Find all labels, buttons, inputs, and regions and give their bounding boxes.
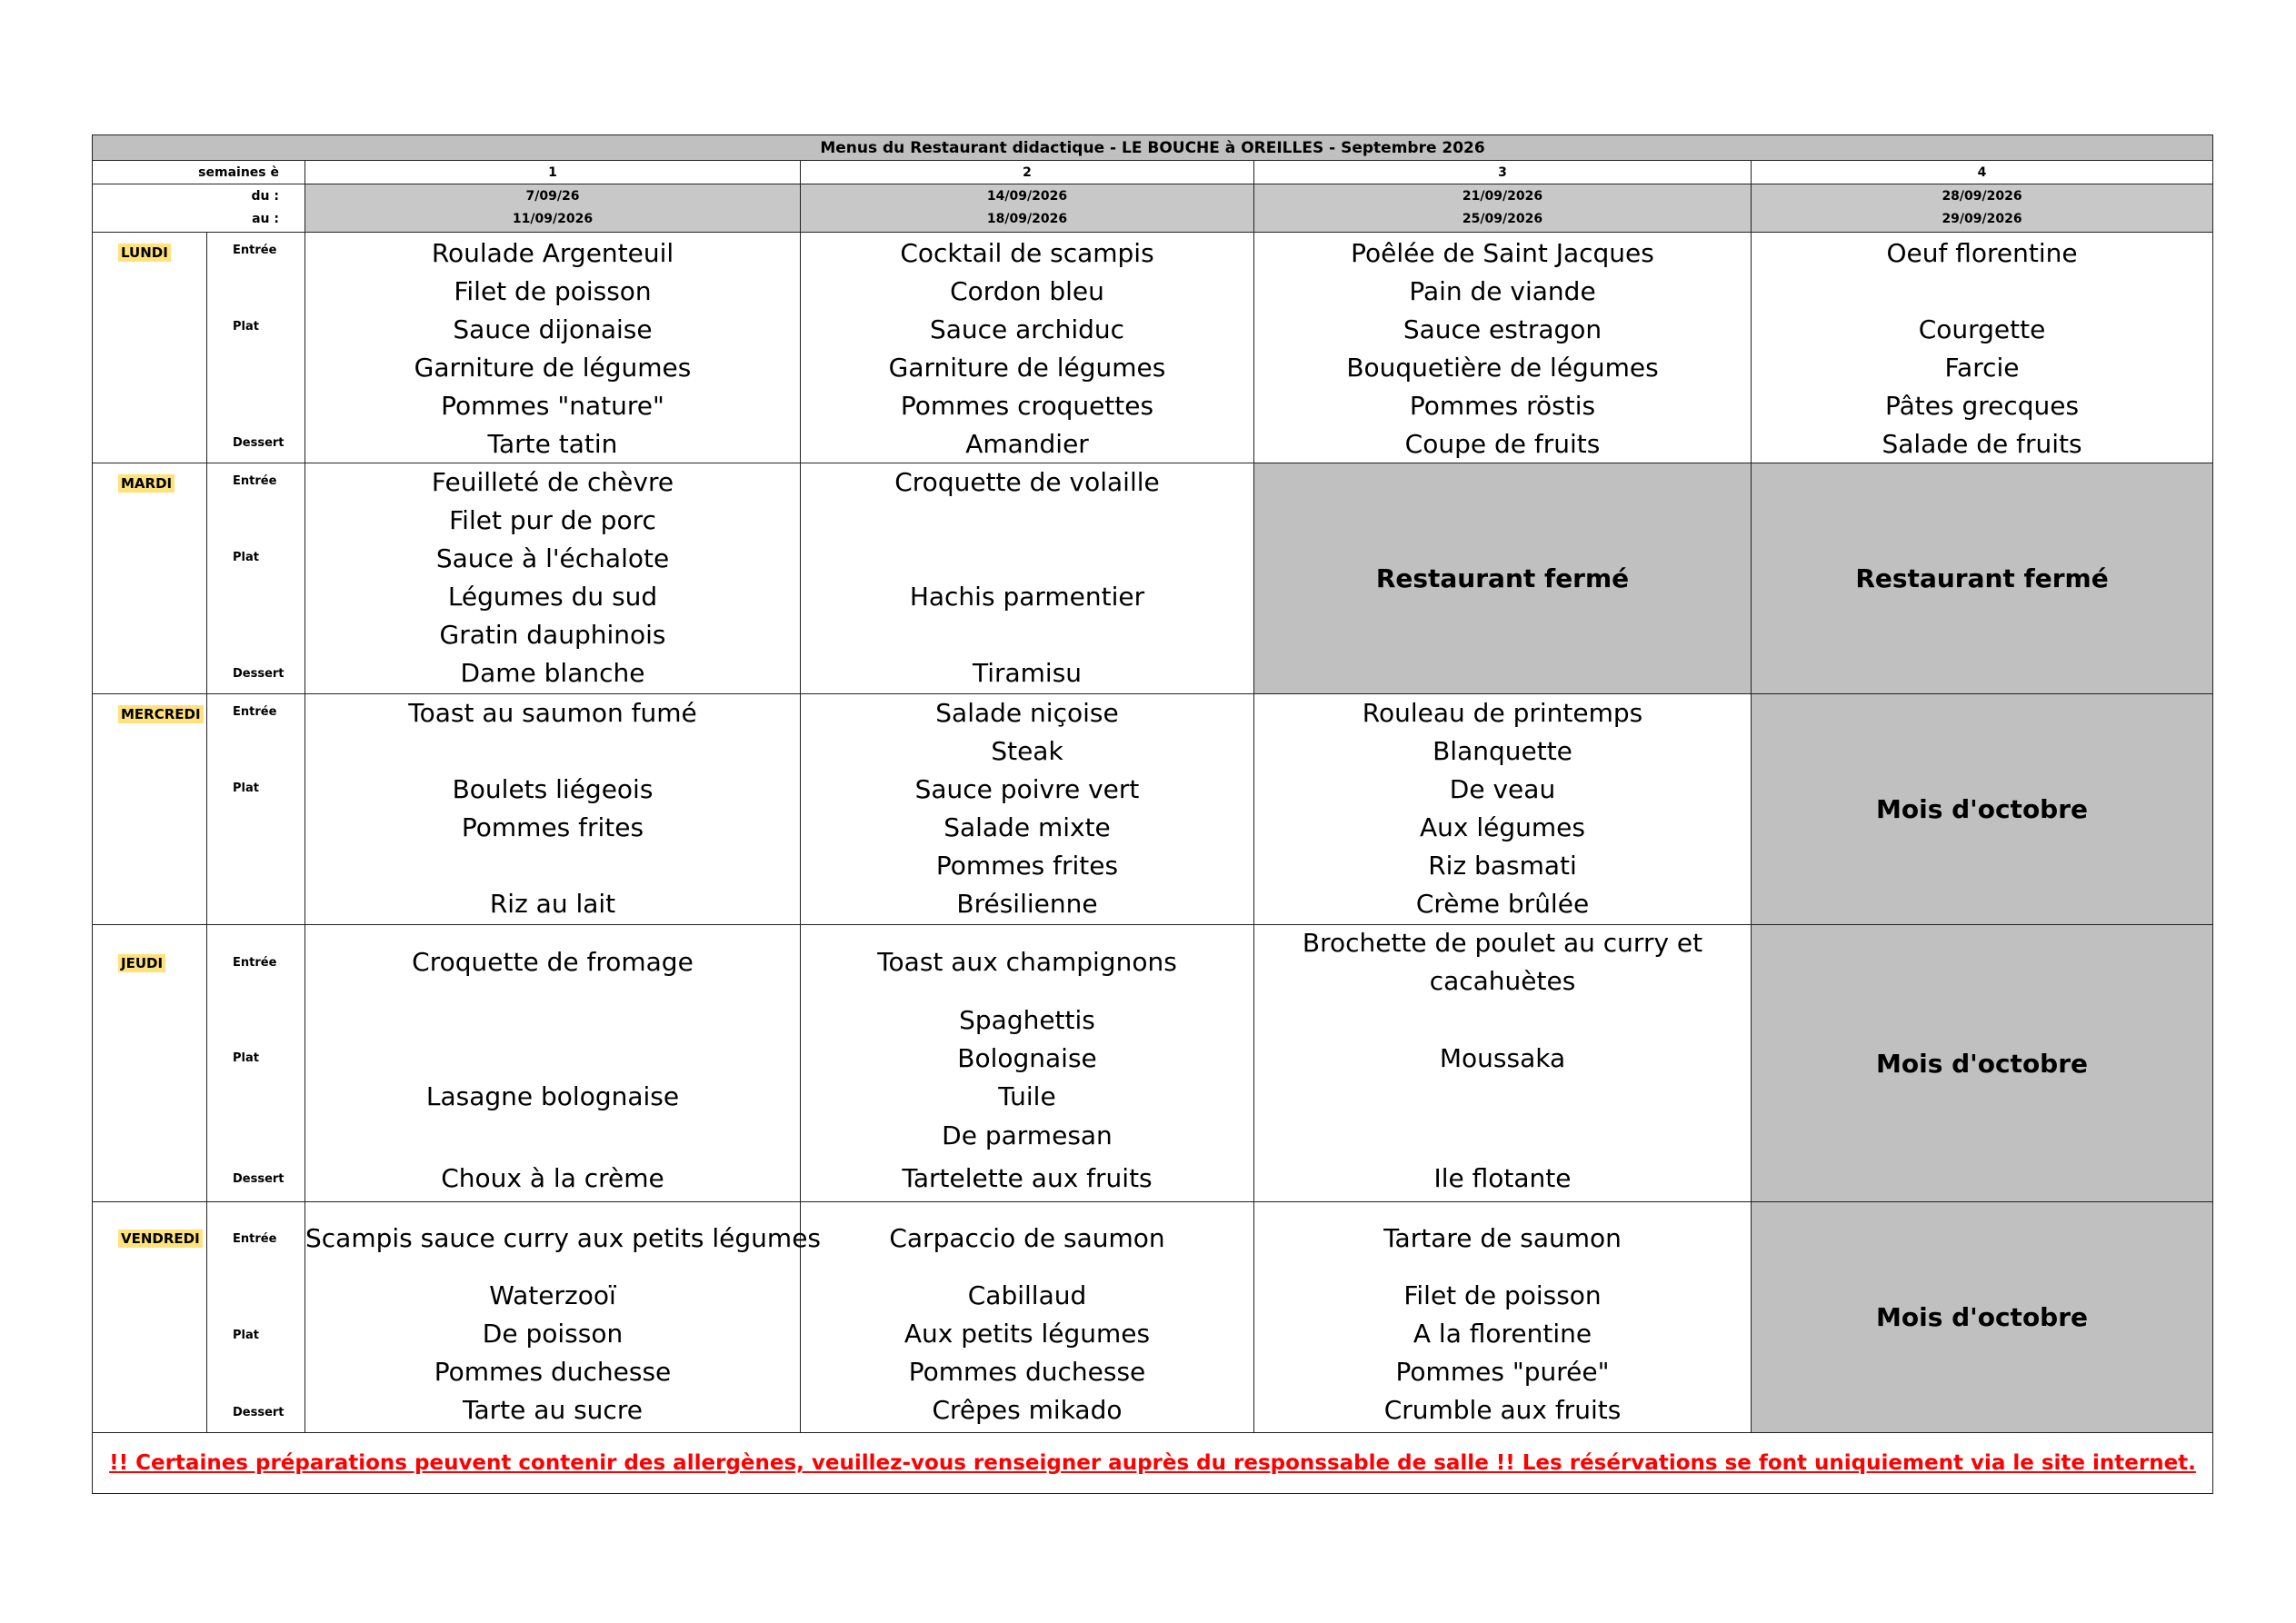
menu-cell — [801, 463, 1254, 694]
allergen-notice — [93, 1433, 2213, 1494]
dish: Crêpes mikado — [932, 1395, 1123, 1425]
dish: Croquette de fromage — [412, 947, 694, 977]
day-row-lundi — [93, 233, 2213, 463]
closed-notice: Mois d'octobre — [1876, 1302, 2089, 1332]
dish: Cordon bleu — [950, 276, 1104, 306]
menu-cell — [305, 694, 801, 925]
dish: Pommes "purée" — [1395, 1357, 1610, 1387]
week-dates — [1752, 184, 2213, 233]
dish: Steak — [991, 736, 1063, 766]
dish: Salade niçoise — [935, 698, 1119, 728]
menu-cell — [1254, 1202, 1752, 1433]
day-row-jeudi — [93, 925, 2213, 1202]
dish: Amandier — [965, 429, 1089, 459]
menu-cell — [1254, 925, 1752, 1202]
dish: Oeuf florentine — [1886, 238, 2078, 268]
dish: Cabillaud — [967, 1280, 1087, 1310]
course-starter: Entrée — [233, 244, 277, 257]
dish: Carpaccio de saumon — [889, 1223, 1165, 1253]
dish: Brésilienne — [956, 889, 1098, 919]
dish: Lasagne bolognaise — [425, 1081, 680, 1111]
day-cell — [93, 694, 207, 925]
dish: Courgette — [1918, 314, 2046, 344]
dish: Sauce à l'échalote — [435, 543, 670, 573]
dish: Bouquetière de légumes — [1346, 353, 1659, 383]
dish: Croquette de volaille — [894, 467, 1160, 497]
dish: De parmesan — [942, 1120, 1113, 1150]
week-number: 3 — [1254, 161, 1752, 184]
menu-cell — [305, 1202, 822, 1433]
dish: Aux petits légumes — [903, 1319, 1151, 1349]
dish: Coupe de fruits — [1404, 429, 1601, 459]
dish: Toast au saumon fumé — [408, 698, 697, 728]
course-starter: Entrée — [233, 705, 277, 719]
menu-cell — [1254, 694, 1752, 925]
dish: De poisson — [482, 1319, 624, 1349]
dish: Salade de fruits — [1882, 429, 2082, 459]
to-label: au : — [252, 212, 279, 226]
allergen-notice-text: !! Certaines préparations peuvent contenir des allergènes, veuillez-vous renseigner auprès du responssable de salle !! Les résérvations se font uniquiement via le site internet. — [109, 1451, 2196, 1475]
course-starter: Entrée — [233, 956, 277, 970]
dish: Toast aux champignons — [877, 947, 1177, 977]
weeks-label: semaines è — [93, 161, 305, 184]
date-to: 29/09/2026 — [1942, 212, 2022, 226]
dish: Pommes duchesse — [434, 1357, 672, 1387]
dish: Ile flotante — [1433, 1163, 1572, 1193]
dish: Poêlée de Saint Jacques — [1351, 238, 1654, 268]
date-from: 14/09/2026 — [986, 189, 1068, 204]
closed-notice: Mois d'octobre — [1876, 794, 2089, 824]
course-dessert: Dessert — [233, 436, 285, 450]
menu-cell — [1254, 233, 1752, 463]
dish: Sauce poivre vert — [914, 774, 1140, 804]
dish: Hachis parmentier — [909, 582, 1145, 612]
dish: Spaghettis — [959, 1005, 1095, 1035]
date-to: 25/09/2026 — [1462, 212, 1543, 226]
from-label: du : — [251, 189, 279, 204]
date-to: 11/09/2026 — [512, 212, 594, 226]
menu-table — [92, 134, 2213, 1494]
dish: Sauce archiduc — [929, 314, 1125, 344]
closed-cell — [1752, 925, 2213, 1202]
dish: Pommes duchesse — [908, 1357, 1146, 1387]
menu-cell — [305, 925, 801, 1202]
course-starter: Entrée — [233, 474, 277, 488]
dish: A la florentine — [1413, 1319, 1592, 1349]
dish: Filet de poisson — [454, 276, 652, 306]
menu-cell — [801, 694, 1254, 925]
day-row-vendredi — [93, 1202, 2213, 1433]
dish: Filet pur de porc — [449, 505, 656, 535]
dish: Pain de viande — [1409, 276, 1596, 306]
course-main: Plat — [233, 1051, 259, 1065]
week-dates — [305, 184, 801, 233]
closed-notice: Mois d'octobre — [1876, 1048, 2089, 1079]
day-name: VENDREDI — [118, 1230, 203, 1248]
day-row-mercredi — [93, 694, 2213, 925]
dish: Pâtes grecques — [1884, 391, 2080, 421]
dish: cacahuètes — [1429, 966, 1576, 996]
dish: Boulets liégeois — [452, 774, 654, 804]
dish: Waterzooï — [489, 1280, 616, 1310]
dish: Scampis sauce curry aux petits légumes — [305, 1223, 822, 1253]
menu-cell — [1752, 233, 2213, 463]
closed-cell — [1752, 694, 2213, 925]
dish: Sauce dijonaise — [453, 314, 653, 344]
week-number: 4 — [1752, 161, 2213, 184]
menu-cell — [801, 1202, 1254, 1433]
day-cell — [93, 1202, 207, 1433]
closed-notice: Restaurant fermé — [1855, 563, 2109, 593]
page-title: Menus du Restaurant didactique - LE BOUCHE à OREILLES - Septembre 2026 — [93, 135, 2213, 161]
course-dessert: Dessert — [233, 667, 285, 681]
menu-cell — [305, 233, 801, 463]
menu-cell — [801, 233, 1254, 463]
dish: Dame blanche — [460, 658, 645, 688]
date-from: 21/09/2026 — [1462, 189, 1543, 204]
day-cell — [93, 463, 207, 694]
course-labels — [207, 233, 305, 463]
dish: Crumble aux fruits — [1383, 1395, 1622, 1425]
dish: Blanquette — [1433, 736, 1572, 766]
closed-cell — [1254, 463, 1752, 694]
dish: Sauce estragon — [1403, 314, 1602, 344]
dish: Filet de poisson — [1403, 1280, 1602, 1310]
closed-notice: Restaurant fermé — [1375, 563, 1630, 593]
dish: Tartelette aux fruits — [902, 1163, 1153, 1193]
dish: Légumes du sud — [447, 582, 658, 612]
day-name: LUNDI — [118, 244, 171, 262]
date-from: 28/09/2026 — [1942, 189, 2022, 204]
course-starter: Entrée — [233, 1232, 277, 1246]
dish: Rouleau de printemps — [1362, 698, 1643, 728]
day-row-mardi — [93, 463, 2213, 694]
dish: Bolognaise — [957, 1043, 1097, 1073]
dish: Aux légumes — [1420, 812, 1585, 842]
week-number: 1 — [305, 161, 801, 184]
course-dessert: Dessert — [233, 1172, 285, 1186]
course-labels — [207, 1202, 305, 1433]
course-labels — [207, 463, 305, 694]
dish: Moussaka — [1439, 1043, 1566, 1073]
dish: Tuile — [998, 1081, 1056, 1111]
menu-cell — [801, 925, 1254, 1202]
dish: Tarte tatin — [487, 429, 618, 459]
dish: Pommes "nature" — [441, 391, 664, 421]
dish: Garniture de légumes — [888, 353, 1166, 383]
date-to: 18/09/2026 — [986, 212, 1068, 226]
dish: Crème brûlée — [1415, 889, 1590, 919]
dish: Choux à la crème — [441, 1163, 664, 1193]
week-dates — [801, 184, 1254, 233]
date-labels — [93, 184, 305, 233]
dish: Feuilleté de chèvre — [431, 467, 674, 497]
course-dessert: Dessert — [233, 1406, 285, 1419]
day-cell — [93, 925, 207, 1202]
dish: Tarte au sucre — [463, 1395, 643, 1425]
dish: De veau — [1449, 774, 1556, 804]
dish: Pommes frites — [935, 851, 1119, 881]
dish: Tartare de saumon — [1383, 1223, 1622, 1253]
closed-cell — [1752, 463, 2213, 694]
dish: Riz basmati — [1428, 851, 1577, 881]
dish: Roulade Argenteuil — [431, 238, 674, 268]
week-number: 2 — [801, 161, 1254, 184]
menu-cell — [305, 463, 801, 694]
closed-cell — [1752, 1202, 2213, 1433]
dish: Pommes röstis — [1409, 391, 1596, 421]
day-name: MERCREDI — [118, 705, 204, 723]
course-labels — [207, 925, 305, 1202]
course-labels — [207, 694, 305, 925]
dish: Garniture de légumes — [414, 353, 692, 383]
dish: Pommes croquettes — [900, 391, 1154, 421]
dish: Gratin dauphinois — [439, 620, 666, 650]
course-main: Plat — [233, 782, 259, 795]
dish: Farcie — [1944, 353, 2020, 383]
dish: Brochette de poulet au curry et — [1302, 928, 1703, 958]
dish: Cocktail de scampis — [900, 238, 1154, 268]
course-main: Plat — [233, 551, 259, 564]
dish: Salade mixte — [943, 812, 1111, 842]
course-main: Plat — [233, 320, 259, 334]
day-cell — [93, 233, 207, 463]
dish: Riz au lait — [489, 889, 616, 919]
dish: Tiramisu — [972, 658, 1083, 688]
date-from: 7/09/26 — [525, 189, 580, 204]
day-name: MARDI — [118, 474, 175, 493]
week-dates — [1254, 184, 1752, 233]
dish: Pommes frites — [461, 812, 644, 842]
course-main: Plat — [233, 1329, 259, 1342]
day-name: JEUDI — [118, 954, 165, 972]
